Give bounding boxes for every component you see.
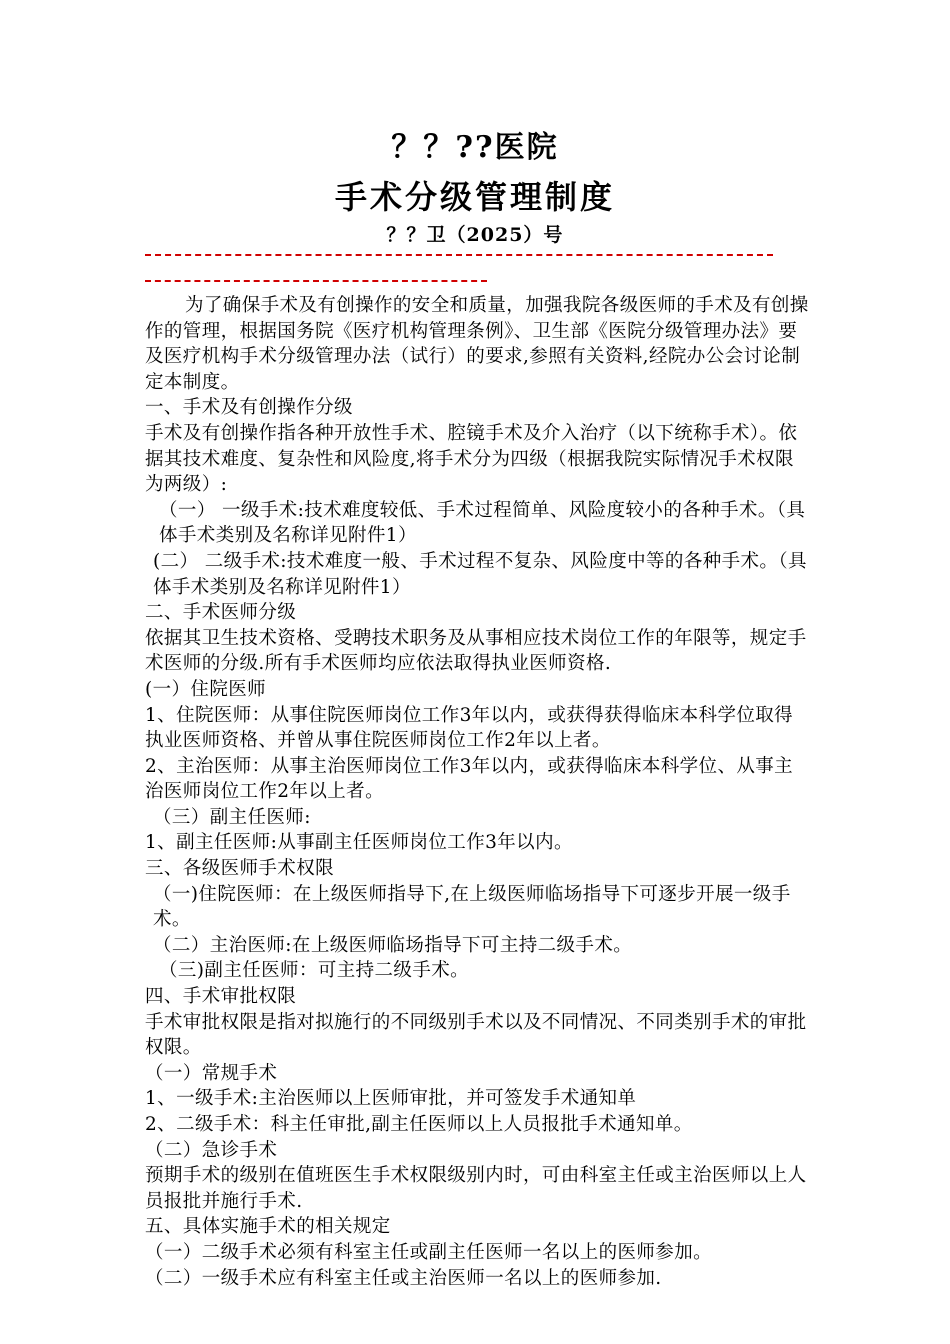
subsection-heading: （一）常规手术	[145, 1062, 278, 1084]
list-item: （一)住院医师：在上级医师指导下,在上级医师临场指导下可逐步开展一级手术。	[153, 883, 791, 931]
section-heading-3: 三、各级医师手术权限	[145, 858, 335, 880]
list-item: 2、二级手术：科主任审批,副主任医师以上人员报批手术通知单。	[145, 1114, 693, 1135]
subsection-heading: （三）副主任医师:	[153, 806, 311, 828]
list-item: （二）一级手术应有科室主任或主治医师一名以上的医师参加.	[145, 1267, 662, 1289]
red-dashed-divider	[145, 254, 773, 256]
paragraph: 预期手术的级别在值班医生手术权限级别内时，可由科室主任或主治医师以上人员报批并施行手术.	[145, 1165, 807, 1212]
section-heading-5: 五、具体实施手术的相关规定	[145, 1216, 391, 1238]
hospital-name: ？？??医院	[391, 130, 559, 165]
section-heading-2: 二、手术医师分级	[145, 602, 297, 624]
intro-paragraph: 为了确保手术及有创操作的安全和质量，加强我院各级医师的手术及有创操作的管理，根据国务院《医疗机构管理条例》、卫生部《医院分级管理办法》要及医疗机构手术分级管理办法（试行）的要求,参照有关资料,经院办公会讨论制定本制度。	[145, 295, 809, 393]
list-item: （二）主治医师:在上级医师临场指导下可主持二级手术。	[153, 934, 633, 956]
list-item: （一） 一级手术:技术难度较低、手术过程简单、风险度较小的各种手术。（具体手术类别及名称详见附件1）	[159, 499, 806, 547]
list-item: 1、住院医师：从事住院医师岗位工作3年以内，或获得获得临床本科学位取得执业医师资格、并曾从事住院医师岗位工作2年以上者。	[145, 704, 794, 752]
paragraph: 手术审批权限是指对拟施行的不同级别手术以及不同情况、不同类别手术的审批权限。	[145, 1011, 807, 1059]
paragraph: 依据其卫生技术资格、受聘技术职务及从事相应技术岗位工作的年限等，规定手术医师的分级.所有手术医师均应依法取得执业医师资格.	[145, 627, 807, 675]
section-heading-1: 一、手术及有创操作分级	[145, 397, 353, 419]
section-heading-4: 四、手术审批权限	[145, 986, 297, 1008]
document-number: ？？卫（2025）号	[386, 224, 564, 246]
paragraph: 手术及有创操作指各种开放性手术、腔镜手术及介入治疗（以下统称手术）。依据其技术难度、复杂性和风险度,将手术分为四级（根据我院实际情况手术权限为两级）:	[145, 422, 798, 496]
list-item: （一）二级手术必须有科室主任或副主任医师一名以上的医师参加。	[145, 1241, 713, 1263]
list-item: 2、主治医师：从事主治医师岗位工作3年以内，或获得临床本科学位、从事主治医师岗位工作2年以上者。	[145, 755, 794, 803]
subsection-heading: （二）急诊手术	[145, 1139, 278, 1161]
list-item: (二） 二级手术:技术难度一般、手术过程不复杂、风险度中等的各种手术。（具体手术类别及名称详见附件1）	[153, 550, 807, 598]
document-body	[145, 293, 810, 1291]
list-item: 1、副主任医师:从事副主任医师岗位工作3年以内。	[145, 832, 573, 854]
list-item: （三)副主任医师：可主持二级手术。	[159, 960, 470, 982]
red-dashed-divider-short	[145, 280, 487, 282]
list-item: 1、一级手术:主治医师以上医师审批，并可签发手术通知单	[145, 1088, 637, 1110]
subsection-heading: (一）住院医师	[145, 678, 267, 700]
document-title: 手术分级管理制度	[334, 178, 615, 216]
